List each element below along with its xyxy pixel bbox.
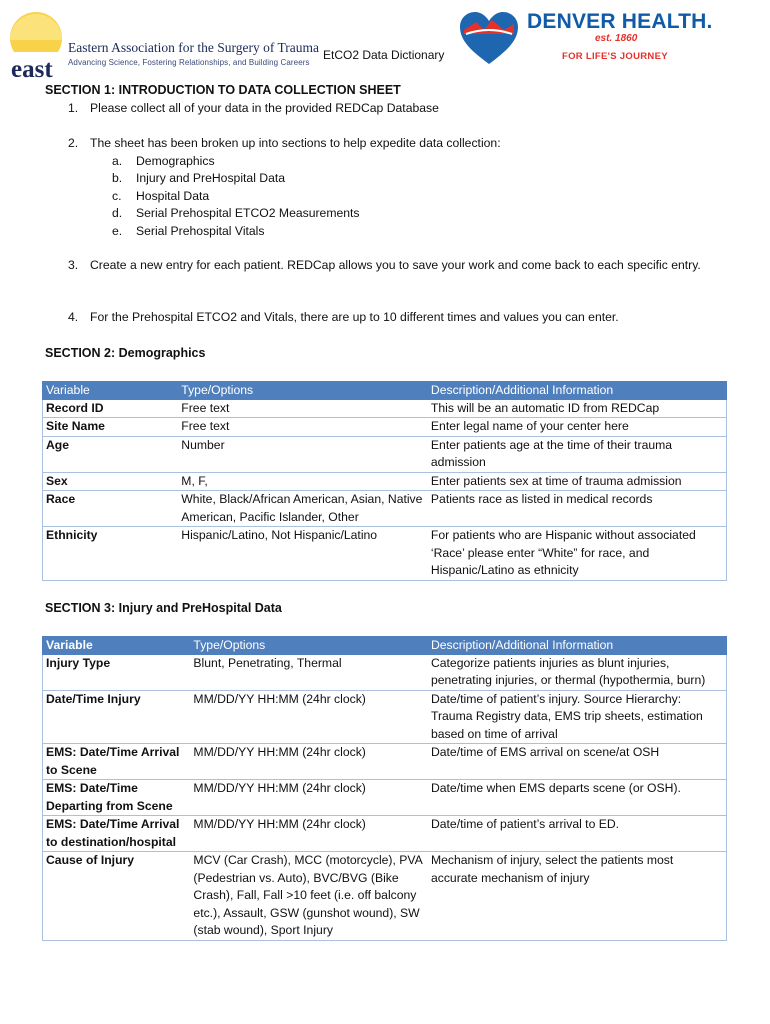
table-row: EMS: Date/Time Departing from Scene MM/DD/YY HH:MM (24hr clock) Date/time when EMS departs scene (or OSH).: [43, 780, 727, 816]
denver-health-heart-icon: [458, 10, 520, 68]
denver-health-name: DENVER HEALTH.: [527, 10, 713, 33]
section1-heading: SECTION 1: INTRODUCTION TO DATA COLLECTION SHEET: [45, 83, 401, 97]
table-row: Record ID Free text This will be an automatic ID from REDCap: [43, 400, 727, 418]
table-row: Injury Type Blunt, Penetrating, Thermal Categorize patients injuries as blunt injuries, penetrating injuries, or thermal (hypothermia, burn): [43, 655, 727, 691]
document-title: EtCO2 Data Dictionary: [323, 48, 445, 62]
east-logo: [8, 6, 72, 82]
table-header-row: [43, 382, 727, 400]
table-row: Ethnicity Hispanic/Latino, Not Hispanic/Latino For patients who are Hispanic without associated ‘Race’ please enter “White” for race, and Hispanic/Latino as ethnicity: [43, 527, 727, 581]
demographics-table: [42, 381, 727, 581]
denver-health-tagline: FOR LIFE'S JOURNEY: [562, 51, 668, 62]
section2-heading: SECTION 2: Demographics: [45, 346, 206, 360]
table-row: EMS: Date/Time Arrival to destination/hospital MM/DD/YY HH:MM (24hr clock) Date/time of patient’s arrival to ED.: [43, 816, 727, 852]
table-header-row: [43, 637, 727, 655]
table-row: Date/Time Injury MM/DD/YY HH:MM (24hr clock) Date/time of patient’s injury. Source Hierarchy: Trauma Registry data, EMS trip sheets, estimation based on time of arrival: [43, 690, 727, 744]
table-row: EMS: Date/Time Arrival to Scene MM/DD/YY HH:MM (24hr clock) Date/time of EMS arrival on scene/at OSH: [43, 744, 727, 780]
column-header: Variable: [43, 637, 191, 655]
table-row: Site Name Free text Enter legal name of your center here: [43, 418, 727, 437]
column-header: Variable: [43, 382, 179, 400]
east-org-name: Eastern Association for the Surgery of Trauma: [68, 40, 319, 55]
column-header: Description/Additional Information: [428, 637, 727, 655]
table-row: Cause of Injury MCV (Car Crash), MCC (motorcycle), PVA (Pedestrian vs. Auto), BVC/BVG (Bike Crash), Fall, Fall >10 feet (i.e. off balcony etc.), Assault, GSW (gunshot wound), SW (stab wound), Sport Injury Mechanism of injury, select the patients most accurate mechanism of injury: [43, 852, 727, 941]
injury-prehospital-table: [42, 636, 727, 941]
denver-health-est: est. 1860: [595, 33, 638, 44]
column-header: Description/Additional Information: [428, 382, 727, 400]
page-header: [0, 0, 770, 82]
table-row: Age Number Enter patients age at the time of their trauma admission: [43, 436, 727, 472]
table-row: Race White, Black/African American, Asian, Native American, Pacific Islander, Other Patients race as listed in medical records: [43, 491, 727, 527]
table-row: Sex M, F, Enter patients sex at time of trauma admission: [43, 472, 727, 491]
east-logo-text: east: [11, 56, 53, 82]
column-header: Type/Options: [178, 382, 428, 400]
column-header: Type/Options: [190, 637, 428, 655]
section3-heading: SECTION 3: Injury and PreHospital Data: [45, 601, 282, 615]
east-tagline: Advancing Science, Fostering Relationships, and Building Careers: [68, 58, 310, 67]
